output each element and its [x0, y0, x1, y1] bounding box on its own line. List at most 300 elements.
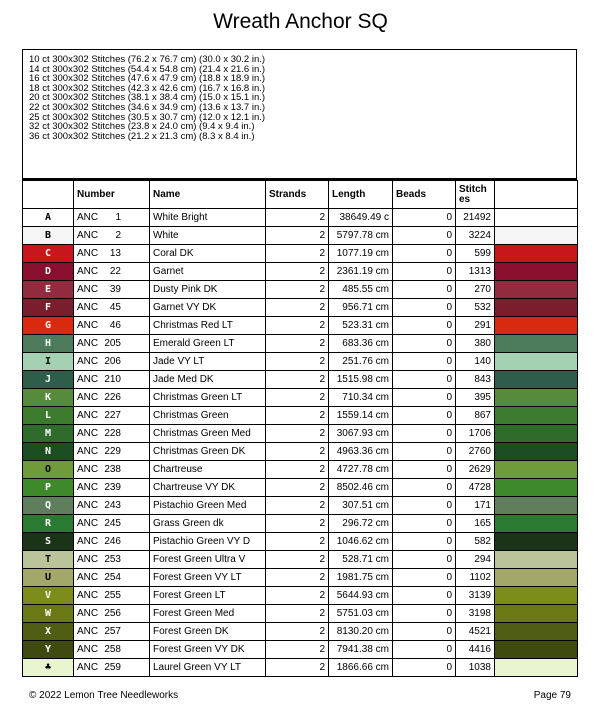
thread-name-cell: Jade VY LT [150, 353, 266, 371]
symbol-cell: Y [23, 641, 74, 659]
table-row [23, 317, 578, 335]
table-row [23, 209, 578, 227]
brand-prefix: ANC [77, 355, 99, 367]
thread-number: 243 [104, 499, 121, 511]
thread-name-cell: Grass Green dk [150, 515, 266, 533]
color-swatch [495, 443, 578, 461]
thread-number-cell [74, 227, 150, 245]
strands-cell: 2 [266, 479, 329, 497]
color-swatch [495, 209, 578, 227]
stitches-cell: 294 [456, 551, 495, 569]
thread-number: 45 [109, 301, 121, 313]
thread-number-cell [74, 317, 150, 335]
beads-cell: 0 [393, 641, 456, 659]
fabric-size-line: 10 ct 300x302 Stitches (76.2 x 76.7 cm) (30.0 x 30.2 in.) [29, 54, 266, 65]
stitches-cell: 1038 [456, 659, 495, 677]
symbol-cell: O [23, 461, 74, 479]
thread-number: 39 [109, 283, 121, 295]
stitches-cell: 4521 [456, 623, 495, 641]
stitches-cell: 3139 [456, 587, 495, 605]
thread-name-cell: Jade Med DK [150, 371, 266, 389]
stitches-cell: 1102 [456, 569, 495, 587]
stitches-cell: 4728 [456, 479, 495, 497]
strands-cell: 2 [266, 461, 329, 479]
beads-cell: 0 [393, 281, 456, 299]
table-row [23, 659, 578, 677]
table-row [23, 245, 578, 263]
beads-cell: 0 [393, 497, 456, 515]
table-row [23, 551, 578, 569]
thread-number-cell [74, 263, 150, 281]
stitches-cell: 140 [456, 353, 495, 371]
header-length: Length [329, 181, 393, 209]
table-row [23, 605, 578, 623]
thread-name-cell: Forest Green VY DK [150, 641, 266, 659]
beads-cell: 0 [393, 425, 456, 443]
brand-prefix: ANC [77, 211, 99, 223]
thread-number-cell [74, 281, 150, 299]
length-cell: 1866.66 cm [329, 659, 393, 677]
thread-number: 226 [104, 391, 121, 403]
length-cell: 8130.20 cm [329, 623, 393, 641]
thread-number-cell [74, 659, 150, 677]
color-swatch [495, 479, 578, 497]
fabric-size-line: 14 ct 300x302 Stitches (54.4 x 54.8 cm) (21.4 x 21.6 in.) [29, 63, 266, 75]
beads-cell: 0 [393, 209, 456, 227]
thread-number-cell [74, 461, 150, 479]
color-swatch [495, 371, 578, 389]
brand-prefix: ANC [77, 229, 99, 241]
table-row [23, 533, 578, 551]
length-cell: 307.51 cm [329, 497, 393, 515]
fabric-size-line: 20 ct 300x302 Stitches (38.1 x 38.4 cm) (15.0 x 15.1 in.) [29, 92, 266, 104]
thread-number-cell [74, 389, 150, 407]
symbol-cell: U [23, 569, 74, 587]
symbol-cell: D [23, 263, 74, 281]
table-row [23, 371, 578, 389]
color-swatch [495, 461, 578, 479]
beads-cell: 0 [393, 245, 456, 263]
stitches-cell: 171 [456, 497, 495, 515]
beads-cell: 0 [393, 443, 456, 461]
thread-number-cell [74, 299, 150, 317]
stitches-cell: 599 [456, 245, 495, 263]
beads-cell: 0 [393, 605, 456, 623]
color-swatch [495, 281, 578, 299]
thread-name-cell: Pistachio Green VY D [150, 533, 266, 551]
thread-number-cell [74, 209, 150, 227]
table-row [23, 623, 578, 641]
table-row [23, 641, 578, 659]
thread-name-cell: Christmas Green Med [150, 425, 266, 443]
beads-cell: 0 [393, 623, 456, 641]
brand-prefix: ANC [77, 535, 99, 547]
stitches-cell: 2760 [456, 443, 495, 461]
symbol-cell: L [23, 407, 74, 425]
thread-number: 246 [104, 535, 121, 547]
strands-cell: 2 [266, 425, 329, 443]
thread-name-cell: Chartreuse [150, 461, 266, 479]
thread-number: 258 [104, 643, 121, 655]
strands-cell: 2 [266, 443, 329, 461]
stitches-cell: 2629 [456, 461, 495, 479]
brand-prefix: ANC [77, 373, 99, 385]
stitches-cell: 1313 [456, 263, 495, 281]
thread-name-cell: Christmas Green LT [150, 389, 266, 407]
table-row [23, 497, 578, 515]
table-row [23, 515, 578, 533]
table-row [23, 263, 578, 281]
brand-prefix: ANC [77, 589, 99, 601]
table-row [23, 335, 578, 353]
stitches-cell: 867 [456, 407, 495, 425]
fabric-sizes-list [29, 55, 570, 141]
symbol-cell: Q [23, 497, 74, 515]
length-cell: 4727.78 cm [329, 461, 393, 479]
thread-number: 210 [104, 373, 121, 385]
beads-cell: 0 [393, 479, 456, 497]
symbol-cell: M [23, 425, 74, 443]
brand-prefix: ANC [77, 391, 99, 403]
color-swatch [495, 389, 578, 407]
thread-number: 46 [109, 319, 121, 331]
stitches-cell: 291 [456, 317, 495, 335]
beads-cell: 0 [393, 659, 456, 677]
strands-cell: 2 [266, 605, 329, 623]
table-header-row [23, 181, 578, 209]
thread-name-cell: Christmas Red LT [150, 317, 266, 335]
strands-cell: 2 [266, 497, 329, 515]
symbol-cell: K [23, 389, 74, 407]
color-swatch [495, 515, 578, 533]
strands-cell: 2 [266, 353, 329, 371]
beads-cell: 0 [393, 515, 456, 533]
symbol-cell: P [23, 479, 74, 497]
thread-number-cell [74, 533, 150, 551]
thread-number: 1 [115, 211, 121, 223]
thread-number: 229 [104, 445, 121, 457]
length-cell: 5797.78 cm [329, 227, 393, 245]
table-row [23, 569, 578, 587]
length-cell: 523.31 cm [329, 317, 393, 335]
thread-name-cell: Forest Green DK [150, 623, 266, 641]
strands-cell: 2 [266, 227, 329, 245]
color-swatch [495, 353, 578, 371]
thread-name-cell: White [150, 227, 266, 245]
strands-cell: 2 [266, 245, 329, 263]
table-row [23, 389, 578, 407]
symbol-cell: S [23, 533, 74, 551]
symbol-cell: A [23, 209, 74, 227]
thread-number-cell [74, 443, 150, 461]
symbol-cell: T [23, 551, 74, 569]
beads-cell: 0 [393, 389, 456, 407]
thread-name-cell: Forest Green Ultra V [150, 551, 266, 569]
strands-cell: 2 [266, 587, 329, 605]
length-cell: 5751.03 cm [329, 605, 393, 623]
thread-name-cell: Dusty Pink DK [150, 281, 266, 299]
thread-number-cell [74, 587, 150, 605]
thread-name-cell: Laurel Green VY LT [150, 659, 266, 677]
symbol-cell: X [23, 623, 74, 641]
brand-prefix: ANC [77, 625, 99, 637]
length-cell: 3067.93 cm [329, 425, 393, 443]
header-strands: Strands [266, 181, 329, 209]
thread-number: 238 [104, 463, 121, 475]
thread-number-cell [74, 569, 150, 587]
brand-prefix: ANC [77, 571, 99, 583]
color-swatch [495, 245, 578, 263]
brand-prefix: ANC [77, 553, 99, 565]
strands-cell: 2 [266, 335, 329, 353]
beads-cell: 0 [393, 299, 456, 317]
length-cell: 8502.46 cm [329, 479, 393, 497]
table-row [23, 479, 578, 497]
length-cell: 1515.98 cm [329, 371, 393, 389]
thread-number: 227 [104, 409, 121, 421]
length-cell: 1077.19 cm [329, 245, 393, 263]
thread-number: 206 [104, 355, 121, 367]
stitches-cell: 3198 [456, 605, 495, 623]
stitches-cell: 165 [456, 515, 495, 533]
strands-cell: 2 [266, 209, 329, 227]
thread-number: 2 [115, 229, 121, 241]
brand-prefix: ANC [77, 607, 99, 619]
table-row [23, 425, 578, 443]
beads-cell: 0 [393, 533, 456, 551]
thread-name-cell: Emerald Green LT [150, 335, 266, 353]
color-swatch [495, 551, 578, 569]
thread-name-cell: Pistachio Green Med [150, 497, 266, 515]
color-swatch [495, 317, 578, 335]
length-cell: 5644.93 cm [329, 587, 393, 605]
thread-name-cell: Chartreuse VY DK [150, 479, 266, 497]
beads-cell: 0 [393, 551, 456, 569]
length-cell: 683.36 cm [329, 335, 393, 353]
color-swatch [495, 641, 578, 659]
strands-cell: 2 [266, 317, 329, 335]
strands-cell: 2 [266, 533, 329, 551]
strands-cell: 2 [266, 389, 329, 407]
stitches-cell: 843 [456, 371, 495, 389]
stitches-cell: 3224 [456, 227, 495, 245]
brand-prefix: ANC [77, 301, 99, 313]
thread-number-cell [74, 641, 150, 659]
header-number: Number [74, 181, 150, 209]
stitches-cell: 1706 [456, 425, 495, 443]
thread-key-table [22, 180, 578, 677]
table-row [23, 461, 578, 479]
page-number: Page 79 [533, 690, 571, 701]
length-cell: 528.71 cm [329, 551, 393, 569]
thread-number: 205 [104, 337, 121, 349]
length-cell: 251.76 cm [329, 353, 393, 371]
thread-number: 245 [104, 517, 121, 529]
beads-cell: 0 [393, 587, 456, 605]
length-cell: 1046.62 cm [329, 533, 393, 551]
fabric-size-line: 22 ct 300x302 Stitches (34.6 x 34.9 cm) (13.6 x 13.7 in.) [29, 101, 266, 113]
thread-rows [23, 209, 578, 677]
strands-cell: 2 [266, 299, 329, 317]
symbol-cell: H [23, 335, 74, 353]
thread-number-cell [74, 353, 150, 371]
length-cell: 38649.49 c [329, 209, 393, 227]
strands-cell: 2 [266, 371, 329, 389]
symbol-cell: ♣ [23, 659, 74, 677]
header-beads: Beads [393, 181, 456, 209]
thread-number: 228 [104, 427, 121, 439]
thread-name-cell: Christmas Green DK [150, 443, 266, 461]
brand-prefix: ANC [77, 463, 99, 475]
table-row [23, 299, 578, 317]
thread-number: 255 [104, 589, 121, 601]
table-row [23, 227, 578, 245]
beads-cell: 0 [393, 461, 456, 479]
thread-number-cell [74, 623, 150, 641]
thread-number-cell [74, 407, 150, 425]
brand-prefix: ANC [77, 643, 99, 655]
strands-cell: 2 [266, 263, 329, 281]
color-swatch [495, 587, 578, 605]
symbol-cell: B [23, 227, 74, 245]
fabric-sizes-box [22, 49, 577, 180]
thread-number-cell [74, 425, 150, 443]
thread-number: 13 [109, 247, 121, 259]
fabric-size-line: 36 ct 300x302 Stitches (21.2 x 21.3 cm) (8.3 x 8.4 in.) [29, 130, 255, 142]
table-row [23, 443, 578, 461]
length-cell: 485.55 cm [329, 281, 393, 299]
symbol-cell: R [23, 515, 74, 533]
color-swatch [495, 605, 578, 623]
thread-number-cell [74, 515, 150, 533]
brand-prefix: ANC [77, 661, 99, 673]
stitches-cell: 270 [456, 281, 495, 299]
beads-cell: 0 [393, 371, 456, 389]
stitches-cell: 395 [456, 389, 495, 407]
header-stitches: Stitch es [456, 181, 495, 209]
fabric-size-line: 32 ct 300x302 Stitches (23.8 x 24.0 cm) (9.4 x 9.4 in.) [29, 121, 255, 133]
header-name: Name [150, 181, 266, 209]
symbol-cell: N [23, 443, 74, 461]
color-swatch [495, 497, 578, 515]
thread-number-cell [74, 371, 150, 389]
beads-cell: 0 [393, 317, 456, 335]
table-row [23, 281, 578, 299]
thread-number-cell [74, 245, 150, 263]
thread-name-cell: Forest Green LT [150, 587, 266, 605]
symbol-cell: I [23, 353, 74, 371]
symbol-cell: G [23, 317, 74, 335]
symbol-cell: C [23, 245, 74, 263]
color-swatch [495, 263, 578, 281]
brand-prefix: ANC [77, 481, 99, 493]
thread-number-cell [74, 551, 150, 569]
length-cell: 1559.14 cm [329, 407, 393, 425]
beads-cell: 0 [393, 263, 456, 281]
strands-cell: 2 [266, 569, 329, 587]
brand-prefix: ANC [77, 499, 99, 511]
color-swatch [495, 407, 578, 425]
length-cell: 710.34 cm [329, 389, 393, 407]
stitches-cell: 582 [456, 533, 495, 551]
color-swatch [495, 659, 578, 677]
table-row [23, 587, 578, 605]
strands-cell: 2 [266, 515, 329, 533]
thread-number-cell [74, 497, 150, 515]
color-swatch [495, 299, 578, 317]
thread-number: 253 [104, 553, 121, 565]
strands-cell: 2 [266, 659, 329, 677]
beads-cell: 0 [393, 569, 456, 587]
brand-prefix: ANC [77, 337, 99, 349]
brand-prefix: ANC [77, 445, 99, 457]
stitches-cell: 380 [456, 335, 495, 353]
thread-name-cell: White Bright [150, 209, 266, 227]
strands-cell: 2 [266, 407, 329, 425]
beads-cell: 0 [393, 353, 456, 371]
thread-number-cell [74, 479, 150, 497]
table-row [23, 407, 578, 425]
thread-number-cell [74, 335, 150, 353]
chart-title: Wreath Anchor SQ [213, 10, 388, 33]
brand-prefix: ANC [77, 427, 99, 439]
symbol-cell: F [23, 299, 74, 317]
brand-prefix: ANC [77, 247, 99, 259]
thread-name-cell: Christmas Green [150, 407, 266, 425]
color-swatch [495, 335, 578, 353]
length-cell: 7941.38 cm [329, 641, 393, 659]
stitches-cell: 532 [456, 299, 495, 317]
color-swatch [495, 425, 578, 443]
length-cell: 1981.75 cm [329, 569, 393, 587]
thread-number: 254 [104, 571, 121, 583]
beads-cell: 0 [393, 227, 456, 245]
strands-cell: 2 [266, 551, 329, 569]
symbol-cell: V [23, 587, 74, 605]
thread-name-cell: Forest Green Med [150, 605, 266, 623]
brand-prefix: ANC [77, 283, 99, 295]
fabric-size-line: 25 ct 300x302 Stitches (30.5 x 30.7 cm) (12.0 x 12.1 in.) [29, 111, 266, 123]
length-cell: 296.72 cm [329, 515, 393, 533]
length-cell: 4963.36 cm [329, 443, 393, 461]
brand-prefix: ANC [77, 409, 99, 421]
thread-name-cell: Garnet [150, 263, 266, 281]
beads-cell: 0 [393, 407, 456, 425]
stitches-cell: 21492 [456, 209, 495, 227]
strands-cell: 2 [266, 641, 329, 659]
header-swatch [495, 181, 578, 209]
brand-prefix: ANC [77, 319, 99, 331]
color-swatch [495, 569, 578, 587]
thread-number-cell [74, 605, 150, 623]
thread-name-cell: Forest Green VY LT [150, 569, 266, 587]
color-swatch [495, 623, 578, 641]
stitches-cell: 4416 [456, 641, 495, 659]
brand-prefix: ANC [77, 517, 99, 529]
fabric-size-line: 16 ct 300x302 Stitches (47.6 x 47.9 cm) (18.8 x 18.9 in.) [29, 73, 266, 85]
thread-name-cell: Garnet VY DK [150, 299, 266, 317]
symbol-cell: W [23, 605, 74, 623]
color-swatch [495, 227, 578, 245]
brand-prefix: ANC [77, 265, 99, 277]
thread-number: 257 [104, 625, 121, 637]
header-symbol [23, 181, 74, 209]
thread-number: 239 [104, 481, 121, 493]
thread-name-cell: Coral DK [150, 245, 266, 263]
thread-number: 256 [104, 607, 121, 619]
strands-cell: 2 [266, 281, 329, 299]
length-cell: 2361.19 cm [329, 263, 393, 281]
